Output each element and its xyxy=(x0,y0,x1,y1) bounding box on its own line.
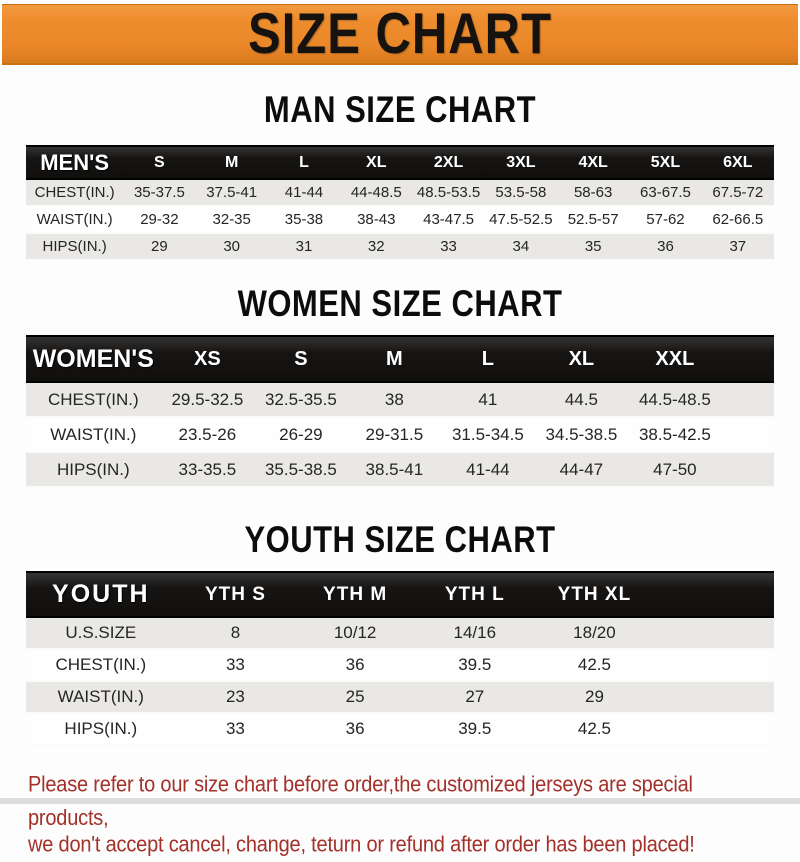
size-cell: 35 xyxy=(557,233,629,260)
size-cell: 53.5-58 xyxy=(485,179,557,206)
size-cell: 34 xyxy=(485,233,557,260)
column-header: S xyxy=(254,336,348,382)
row-label: HIPS(IN.) xyxy=(26,713,176,745)
row-label: CHEST(IN.) xyxy=(26,382,161,417)
row-label: U.S.SIZE xyxy=(26,617,176,649)
size-cell: 31.5-34.5 xyxy=(441,417,535,452)
table-header-row xyxy=(26,336,774,382)
column-header: M xyxy=(348,336,442,382)
column-header: 5XL xyxy=(629,146,701,179)
size-cell: 57-62 xyxy=(629,206,701,233)
column-header: XL xyxy=(535,336,629,382)
size-cell: 43-47.5 xyxy=(412,206,484,233)
row-label: WAIST(IN.) xyxy=(26,206,123,233)
size-cell: 62-66.5 xyxy=(702,206,774,233)
size-cell: 36 xyxy=(295,649,415,681)
column-header: XL xyxy=(340,146,412,179)
column-header: 2XL xyxy=(412,146,484,179)
size-cell: 33-35.5 xyxy=(161,452,255,487)
size-cell: 29-31.5 xyxy=(348,417,442,452)
banner-title: SIZE CHART xyxy=(248,2,552,66)
size-cell: 29 xyxy=(123,233,195,260)
size-cell: 18/20 xyxy=(535,617,655,649)
column-header: S xyxy=(123,146,195,179)
size-cell: 38-43 xyxy=(340,206,412,233)
size-cell: 48.5-53.5 xyxy=(412,179,484,206)
column-header: YTH M xyxy=(295,572,415,617)
footer-line-1: Please refer to our size chart before order,the customized jerseys are special products, xyxy=(28,772,693,831)
size-cell: 14/16 xyxy=(415,617,535,649)
cell-spacer xyxy=(654,617,774,649)
size-cell: 52.5-57 xyxy=(557,206,629,233)
men-size-table xyxy=(26,145,774,261)
size-cell: 44.5 xyxy=(535,382,629,417)
size-cell: 47-50 xyxy=(628,452,722,487)
column-header: YTH L xyxy=(415,572,535,617)
row-label: CHEST(IN.) xyxy=(26,649,176,681)
size-cell: 39.5 xyxy=(415,713,535,745)
size-cell: 29 xyxy=(535,681,655,713)
column-header: 3XL xyxy=(485,146,557,179)
youth-size-table xyxy=(26,571,774,746)
size-cell: 42.5 xyxy=(535,649,655,681)
size-cell: 42.5 xyxy=(535,713,655,745)
row-label: HIPS(IN.) xyxy=(26,452,161,487)
section-men xyxy=(0,88,800,261)
size-cell: 44.5-48.5 xyxy=(628,382,722,417)
size-cell: 32.5-35.5 xyxy=(254,382,348,417)
size-cell: 41-44 xyxy=(441,452,535,487)
cell-spacer xyxy=(654,681,774,713)
size-cell: 37.5-41 xyxy=(196,179,268,206)
size-cell: 10/12 xyxy=(295,617,415,649)
size-cell: 31 xyxy=(268,233,340,260)
header-spacer xyxy=(654,572,774,617)
cell-spacer xyxy=(722,417,774,452)
cell-spacer xyxy=(654,713,774,745)
table-row xyxy=(26,206,774,233)
youth-section-title: YOUTH SIZE CHART xyxy=(244,518,556,561)
size-cell: 30 xyxy=(196,233,268,260)
column-header: XS xyxy=(161,336,255,382)
size-cell: 32-35 xyxy=(196,206,268,233)
row-label: HIPS(IN.) xyxy=(26,233,123,260)
size-cell: 63-67.5 xyxy=(629,179,701,206)
group-label: MEN'S xyxy=(26,146,123,179)
cell-spacer xyxy=(654,649,774,681)
header-spacer xyxy=(722,336,774,382)
cell-spacer xyxy=(722,382,774,417)
size-cell: 38.5-42.5 xyxy=(628,417,722,452)
table-header-row xyxy=(26,572,774,617)
column-header: 4XL xyxy=(557,146,629,179)
size-cell: 47.5-52.5 xyxy=(485,206,557,233)
size-cell: 26-29 xyxy=(254,417,348,452)
bottom-edge-strip xyxy=(0,798,800,804)
column-header: 6XL xyxy=(702,146,774,179)
size-cell: 29-32 xyxy=(123,206,195,233)
women-size-table xyxy=(26,335,774,488)
size-cell: 44-47 xyxy=(535,452,629,487)
size-cell: 67.5-72 xyxy=(702,179,774,206)
column-header: L xyxy=(441,336,535,382)
size-cell: 27 xyxy=(415,681,535,713)
table-row xyxy=(26,649,774,681)
size-cell: 29.5-32.5 xyxy=(161,382,255,417)
table-row xyxy=(26,617,774,649)
table-row xyxy=(26,681,774,713)
row-label: CHEST(IN.) xyxy=(26,179,123,206)
group-label: YOUTH xyxy=(26,572,176,617)
size-cell: 8 xyxy=(176,617,296,649)
table-row xyxy=(26,233,774,260)
size-cell: 37 xyxy=(702,233,774,260)
column-header: XXL xyxy=(628,336,722,382)
size-cell: 33 xyxy=(176,649,296,681)
banner xyxy=(2,4,798,65)
cell-spacer xyxy=(722,452,774,487)
table-row xyxy=(26,179,774,206)
size-cell: 23 xyxy=(176,681,296,713)
size-cell: 41-44 xyxy=(268,179,340,206)
section-women xyxy=(0,282,800,488)
column-header: L xyxy=(268,146,340,179)
group-label: WOMEN'S xyxy=(26,336,161,382)
footer-note xyxy=(28,768,772,858)
size-cell: 44-48.5 xyxy=(340,179,412,206)
size-chart-page xyxy=(0,2,800,858)
size-cell: 39.5 xyxy=(415,649,535,681)
table-row xyxy=(26,452,774,487)
women-section-title: WOMEN SIZE CHART xyxy=(237,282,563,325)
size-cell: 35-37.5 xyxy=(123,179,195,206)
footer-line-2: we don't accept cancel, change, teturn or refund after order has been placed! xyxy=(28,832,695,858)
table-row xyxy=(26,417,774,452)
size-cell: 25 xyxy=(295,681,415,713)
size-cell: 38 xyxy=(348,382,442,417)
size-cell: 32 xyxy=(340,233,412,260)
size-cell: 34.5-38.5 xyxy=(535,417,629,452)
size-cell: 23.5-26 xyxy=(161,417,255,452)
size-cell: 33 xyxy=(412,233,484,260)
size-cell: 35.5-38.5 xyxy=(254,452,348,487)
size-cell: 58-63 xyxy=(557,179,629,206)
table-row xyxy=(26,713,774,745)
size-cell: 36 xyxy=(629,233,701,260)
row-label: WAIST(IN.) xyxy=(26,417,161,452)
size-cell: 38.5-41 xyxy=(348,452,442,487)
men-section-title: MAN SIZE CHART xyxy=(263,88,537,131)
column-header: YTH XL xyxy=(535,572,655,617)
section-youth xyxy=(0,518,800,746)
column-header: YTH S xyxy=(176,572,296,617)
row-label: WAIST(IN.) xyxy=(26,681,176,713)
size-cell: 33 xyxy=(176,713,296,745)
column-header: M xyxy=(196,146,268,179)
size-cell: 36 xyxy=(295,713,415,745)
size-cell: 35-38 xyxy=(268,206,340,233)
table-row xyxy=(26,382,774,417)
table-header-row xyxy=(26,146,774,179)
size-cell: 41 xyxy=(441,382,535,417)
